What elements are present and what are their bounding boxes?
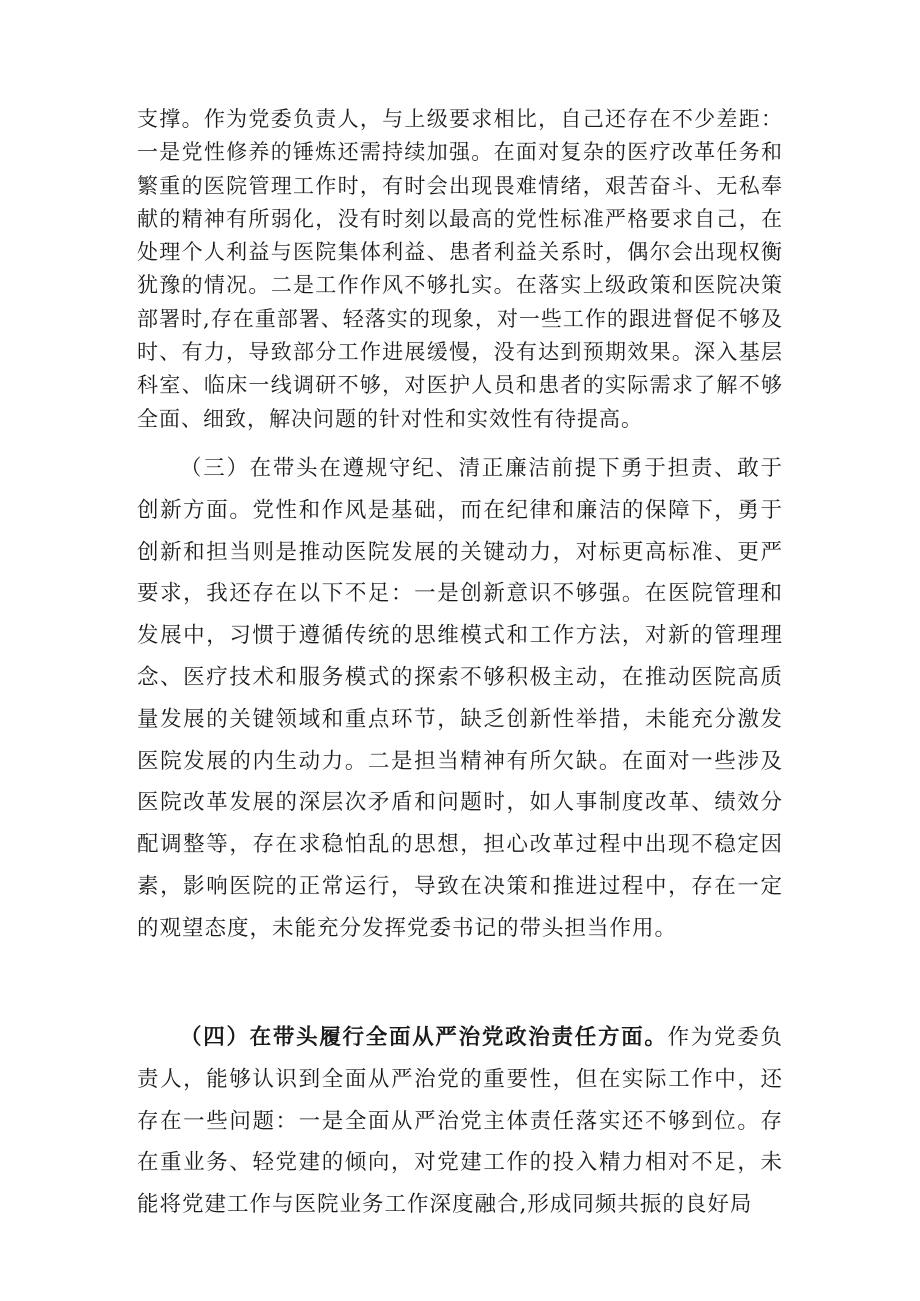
section-four-body: 作为党委负责人，能够认识到全面从严治党的重要性，但在实际工作中，还存在一些问题：一是全面从严治党主体责任落实还不够到位。存在重业务、轻党建的倾向，对党建工作的投入精力相对不足，未能将党建工作与医院业务工作深度融合,形成同频共振的良好局: [137, 1025, 783, 1218]
body-paragraph: 支撑。作为党委负责人，与上级要求相比，自己还存在不少差距：一是党性修养的锤炼还需持续加强。在面对复杂的医疗改革任务和繁重的医院管理工作时，有时会出现畏难情绪，艰苦奋斗、无私奉献的精神有所弱化，没有时刻以最高的党性标准严格要求自己，在处理个人利益与医院集体利益、患者利益关系时，偶尔会出现权衡犹豫的情况。二是工作作风不够扎实。在落实上级政策和医院决策部署时,存在重部署、轻落实的现象，对一些工作的跟进督促不够及时、有力，导致部分工作进展缓慢，没有达到预期效果。深入基层科室、临床一线调研不够，对医护人员和患者的实际需求了解不够全面、细致，解决问题的针对性和实效性有待提高。: [137, 107, 783, 431]
section-four-heading: （四）在带头履行全面从严治党政治责任方面。: [180, 1025, 668, 1050]
section-three-paragraph: （三）在带头在遵规守纪、清正廉洁前提下勇于担责、敢于创新方面。党性和作风是基础，而在纪律和廉洁的保障下，勇于创新和担当则是推动医院发展的关键动力，对标更高标准、更严要求，我还存在以下不足：一是创新意识不够强。在医院管理和发展中，习惯于遵循传统的思维模式和工作方法，对新的管理理念、医疗技术和服务模式的探索不够积极主动，在推动医院高质量发展的关键领域和重点环节，缺乏创新性举措，未能充分激发医院发展的内生动力。二是担当精神有所欠缺。在面对一些涉及医院改革发展的深层次矛盾和问题时，如人事制度改革、绩效分配调整等，存在求稳怕乱的思想，担心改革过程中出现不稳定因素，影响医院的正常运行，导致在决策和推进过程中，存在一定的观望态度，未能充分发挥党委书记的带头担当作用。: [137, 456, 783, 941]
section-four-paragraph: [137, 1017, 783, 1226]
